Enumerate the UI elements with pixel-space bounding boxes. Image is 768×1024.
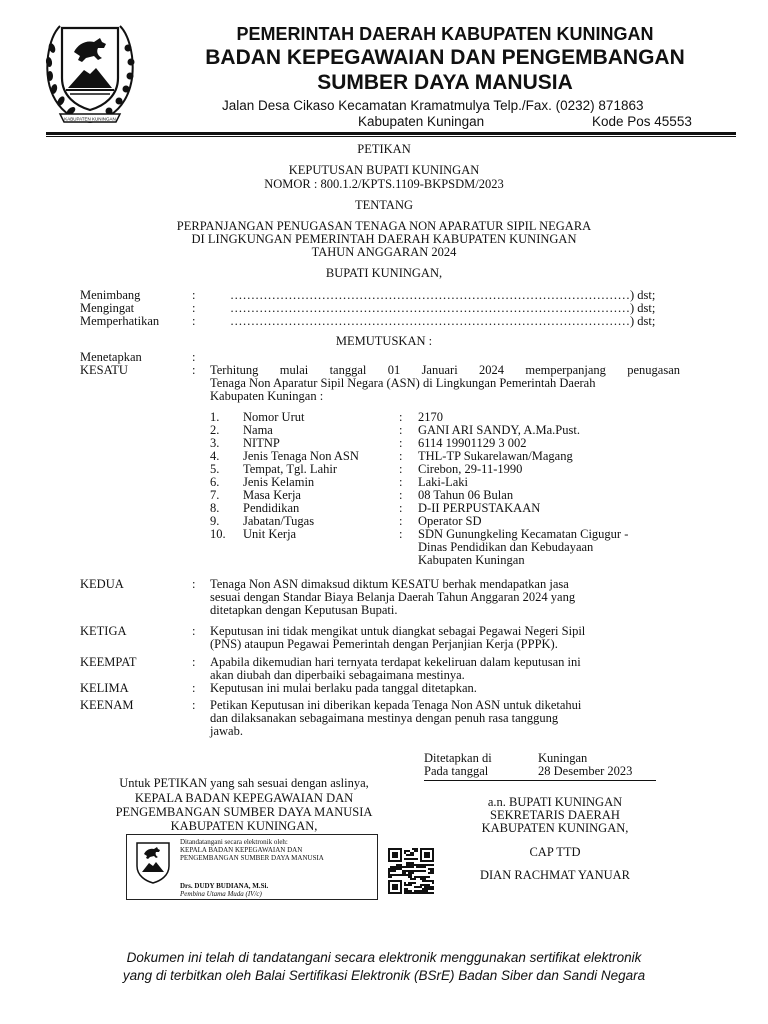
- pada-tanggal-label: Pada tanggal: [424, 764, 489, 778]
- detail-value: 2170: [418, 410, 443, 424]
- stamp-text: [180, 838, 324, 898]
- decree-subject-line3: TAHUN ANGGARAN 2024: [311, 245, 457, 259]
- kedua-label: KEDUA: [80, 577, 124, 591]
- keenam-text-line2: dan dilaksanakan sebagaimana mestinya dengan penuh rasa tanggung: [210, 711, 559, 725]
- agency-name-line1: BADAN KEPEGAWAIAN DAN PENGEMBANGAN: [205, 46, 685, 69]
- mengingat-label: Mengingat: [80, 301, 135, 315]
- kesatu-text-line1: Terhitung mulai tanggal 01 Januari 2024 memperpanjang penugasan: [210, 363, 680, 377]
- qr-code-icon: [388, 848, 434, 894]
- ketiga-label: KETIGA: [80, 624, 127, 638]
- detail-colon: :: [399, 449, 403, 463]
- detail-colon: :: [399, 423, 403, 437]
- keenam-label: KEENAM: [80, 698, 134, 712]
- memperhatikan-dots: ……………………………………………………………………………………) dst;: [230, 314, 656, 328]
- ketiga-text-line2: (PNS) ataupun Pegawai Pemerintah dengan Perjanjian Kerja (PPPK).: [210, 637, 558, 651]
- detail-number: 6.: [210, 475, 220, 489]
- keempat-label: KEEMPAT: [80, 655, 137, 669]
- detail-value: D-II PERPUSTAKAAN: [418, 501, 541, 515]
- mengingat-dots: ……………………………………………………………………………………) dst;: [230, 301, 656, 315]
- decree-subject-line2: DI LINGKUNGAN PEMERINTAH DAERAH KABUPATEN KUNINGAN: [191, 232, 577, 246]
- kesatu-label: KESATU: [80, 363, 128, 377]
- keempat-text-line1: Apabila dikemudian hari ternyata terdapat kekeliruan dalam keputusan ini: [210, 655, 581, 669]
- detail-label: Jabatan/Tugas: [243, 514, 315, 528]
- left-sign-line4: KABUPATEN KUNINGAN,: [170, 819, 318, 833]
- right-signer-name: DIAN RACHMAT YANUAR: [479, 868, 630, 882]
- kelima-label: KELIMA: [80, 681, 129, 695]
- detail-value: 08 Tahun 06 Bulan: [418, 488, 514, 502]
- kesatu-text-line3: Kabupaten Kuningan :: [210, 389, 324, 403]
- regent-heading: BUPATI KUNINGAN,: [325, 266, 443, 280]
- right-sign-line2: SEKRETARIS DAERAH: [490, 808, 620, 822]
- agency-address: Jalan Desa Cikaso Kecamatan Kramatmulya Telp./Fax. (0232) 871863: [222, 98, 644, 113]
- detail-label: Unit Kerja: [243, 527, 297, 541]
- kesatu-text-line2: Tenaga Non Aparatur Sipil Negara (ASN) di Lingkungan Pemerintah Daerah: [210, 376, 596, 390]
- detail-number: 10.: [210, 527, 226, 541]
- detail-number: 2.: [210, 423, 220, 437]
- detail-value: Cirebon, 29-11-1990: [418, 462, 523, 476]
- memperhatikan-label: Memperhatikan: [80, 314, 160, 328]
- detail-value: SDN Gunungkeling Kecamatan Cigugur -: [418, 527, 629, 541]
- footer-line1: Dokumen ini telah di tandatangani secara elektronik menggunakan sertifikat elektronik: [126, 950, 642, 965]
- menetapkan-colon: :: [192, 350, 196, 364]
- memutuskan-heading: MEMUTUSKAN :: [335, 334, 433, 348]
- stamp-line1: Ditandatangani secara elektronik oleh:: [180, 838, 288, 846]
- detail-colon: :: [399, 527, 403, 541]
- cap-ttd: CAP TTD: [529, 845, 581, 859]
- ketiga-text-line1: Keputusan ini tidak mengikat untuk diangkat sebagai Pegawai Negeri Sipil: [210, 624, 586, 638]
- detail-number: 8.: [210, 501, 220, 515]
- header-rule-thick: [46, 132, 736, 135]
- keenam-text-line1: Petikan Keputusan ini diberikan kepada Tenaga Non ASN untuk diketahui: [210, 698, 582, 712]
- petikan-heading: PETIKAN: [357, 142, 411, 156]
- agency-name-line2: SUMBER DAYA MANUSIA: [317, 71, 573, 94]
- detail-value: Operator SD: [418, 514, 482, 528]
- detail-label: Nomor Urut: [243, 410, 305, 424]
- left-sign-line1: Untuk PETIKAN yang sah sesuai dengan aslinya,: [119, 776, 369, 790]
- detail-colon: :: [399, 410, 403, 424]
- right-sign-line1: a.n. BUPATI KUNINGAN: [487, 795, 623, 809]
- pada-tanggal-value: 28 Desember 2023: [538, 764, 633, 778]
- agency-city: Kabupaten Kuningan: [358, 114, 485, 129]
- mengingat-colon: :: [192, 301, 196, 315]
- detail-value: Laki-Laki: [418, 475, 468, 489]
- detail-number: 3.: [210, 436, 220, 450]
- memperhatikan-colon: :: [192, 314, 196, 328]
- menimbang-label: Menimbang: [80, 288, 141, 302]
- detail-colon: :: [399, 514, 403, 528]
- detail-colon: :: [399, 462, 403, 476]
- detail-value: 6114 19901129 3 002: [418, 436, 527, 450]
- detail-label: Masa Kerja: [243, 488, 301, 502]
- detail-label: Nama: [243, 423, 273, 437]
- detail-label: Pendidikan: [243, 501, 300, 515]
- decree-title: KEPUTUSAN BUPATI KUNINGAN: [288, 163, 480, 177]
- menimbang-dots: ……………………………………………………………………………………) dst;: [230, 288, 656, 302]
- ditetapkan-di-label: Ditetapkan di: [424, 751, 492, 765]
- footer-line2: yang di terbitkan oleh Balai Sertifikasi Elektronik (BSrE) Badan Siber dan Sandi Negara: [122, 968, 646, 983]
- stamp-signer-rank: Pembina Utama Muda (IV/c): [180, 890, 262, 898]
- agency-postal-code: Kode Pos 45553: [592, 114, 692, 129]
- kedua-text-line2: sesuai dengan Standar Biaya Belanja Daerah Tahun Anggaran 2024 yang: [210, 590, 576, 604]
- svg-text:KABUPATEN KUNINGAN: KABUPATEN KUNINGAN: [64, 116, 116, 122]
- date-underline: [424, 780, 656, 781]
- right-sign-line3: KABUPATEN KUNINGAN,: [481, 821, 629, 835]
- stamp-logo-icon: [134, 840, 172, 884]
- kesatu-colon: :: [192, 363, 196, 377]
- kelima-colon: :: [192, 681, 196, 695]
- footer-note: [40, 949, 728, 985]
- detail-label: NITNP: [243, 436, 280, 450]
- detail-number: 1.: [210, 410, 220, 424]
- detail-number: 5.: [210, 462, 220, 476]
- keenam-text-line3: jawab.: [210, 724, 243, 738]
- kedua-colon: :: [192, 577, 196, 591]
- unit-kerja-line3: Kabupaten Kuningan: [418, 553, 525, 567]
- detail-value: THL-TP Sukarelawan/Magang: [418, 449, 573, 463]
- government-name: PEMERINTAH DAERAH KABUPATEN KUNINGAN: [236, 24, 654, 44]
- ketiga-colon: :: [192, 624, 196, 638]
- header-rule-thin: [46, 136, 736, 137]
- detail-label: Jenis Kelamin: [243, 475, 315, 489]
- keenam-colon: :: [192, 698, 196, 712]
- keempat-text-line2: akan diubah dan diperbaiki sebagaimana mestinya.: [210, 668, 465, 682]
- keempat-colon: :: [192, 655, 196, 669]
- detail-colon: :: [399, 475, 403, 489]
- stamp-signer-name: Drs. DUDY BUDIANA, M.Si.: [180, 882, 269, 890]
- menetapkan-label: Menetapkan: [80, 350, 142, 364]
- detail-value: GANI ARI SANDY, A.Ma.Pust.: [418, 423, 580, 437]
- left-sign-line3: PENGEMBANGAN SUMBER DAYA MANUSIA: [115, 805, 373, 819]
- menimbang-colon: :: [192, 288, 196, 302]
- stamp-line3: PENGEMBANGAN SUMBER DAYA MANUSIA: [180, 854, 324, 862]
- detail-colon: :: [399, 436, 403, 450]
- detail-number: 9.: [210, 514, 220, 528]
- kedua-text-line3: ditetapkan dengan Keputusan Bupati.: [210, 603, 398, 617]
- detail-colon: :: [399, 501, 403, 515]
- stamp-line2: KEPALA BADAN KEPEGAWAIAN DAN: [180, 846, 303, 854]
- detail-label: Jenis Tenaga Non ASN: [243, 449, 359, 463]
- kelima-text-line1: Keputusan ini mulai berlaku pada tanggal ditetapkan.: [210, 681, 477, 695]
- detail-label: Tempat, Tgl. Lahir: [243, 462, 338, 476]
- left-sign-line2: KEPALA BADAN KEPEGAWAIAN DAN: [134, 791, 354, 805]
- detail-colon: :: [399, 488, 403, 502]
- kuningan-coat-of-arms-logo: [40, 18, 140, 126]
- detail-number: 7.: [210, 488, 220, 502]
- unit-kerja-line2: Dinas Pendidikan dan Kebudayaan: [418, 540, 594, 554]
- tentang-heading: TENTANG: [354, 198, 413, 212]
- decree-number: NOMOR : 800.1.2/KPTS.1109-BKPSDM/2023: [264, 177, 504, 191]
- decree-subject-line1: PERPANJANGAN PENUGASAN TENAGA NON APARATUR SIPIL NEGARA: [176, 219, 592, 233]
- ditetapkan-di-value: Kuningan: [538, 751, 588, 765]
- kedua-text-line1: Tenaga Non ASN dimaksud diktum KESATU berhak mendapatkan jasa: [210, 577, 569, 591]
- detail-number: 4.: [210, 449, 220, 463]
